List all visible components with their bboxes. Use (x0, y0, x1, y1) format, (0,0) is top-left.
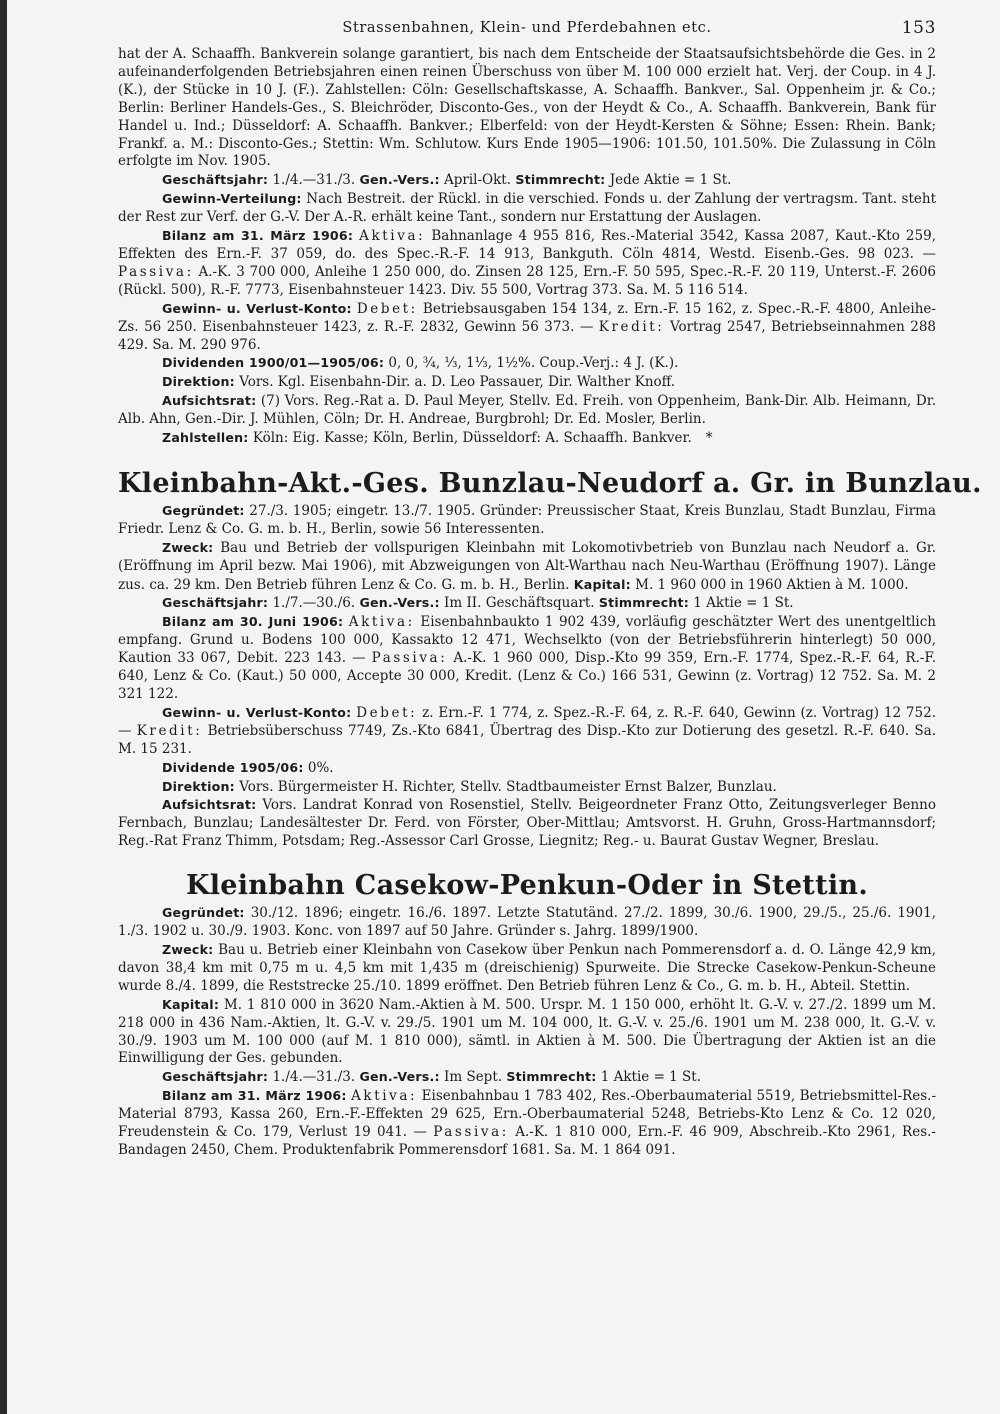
label: Gewinn- u. Verlust-Konto: (162, 300, 352, 316)
label: Dividende 1905/06: (162, 759, 304, 775)
passiva-label: Passiva: (118, 263, 194, 280)
kapital-line (118, 996, 936, 1069)
value: 1 Aktie = 1 St. (693, 595, 794, 612)
label: Stimmrecht: (515, 172, 606, 188)
value: Betriebsausgaben 154 134, z. Ern.-F. 15 162, z. Spec.-R.-F. 4800, Anleihe-Zs. 56 250. Eisenbahnsteuer 1423, z. R.-F. 2832, Gewinn 56 373. — (118, 300, 936, 335)
value: Vortrag 2547, Betriebseinnahmen 288 429. Sa. M. 290 976. (118, 318, 936, 353)
value: April-Okt. (444, 172, 512, 189)
geschaeftsjahr-line (118, 171, 936, 190)
geschaeftsjahr-line (118, 1068, 936, 1087)
label: Stimmrecht: (598, 595, 689, 611)
entry-casekow (118, 870, 936, 1160)
gegruendet-line (118, 904, 936, 941)
direktion-line (118, 373, 936, 392)
label: Stimmrecht: (506, 1069, 597, 1085)
gewinnverteilung-line (118, 190, 936, 227)
debet-label: Debet: (356, 300, 418, 317)
guv-line (118, 704, 936, 759)
value: 0, 0, ¾, ⅓, 1⅓, 1½%. Coup.-Verj.: 4 J. (K.). (388, 355, 679, 372)
bilanz-line (118, 227, 936, 300)
zweck-line (118, 941, 936, 996)
page-number: 153 (901, 18, 936, 38)
value: A.-K. 1 810 000, Ern.-F. 46 909, Abschreib.-Kto 2961, Res.-Bandagen 2450, Chem. Produktenfabrik Pommerensdorf 1681. Sa. M. 1 864 091. (118, 1124, 936, 1158)
zweck-line (118, 539, 936, 595)
label: Direktion: (162, 778, 235, 794)
label: Direktion: (162, 374, 235, 390)
entry-bunzlau (118, 467, 982, 851)
bilanz-line (118, 1087, 936, 1160)
value: Betriebsüberschuss 7749, Zs.-Kto 6841, Übertrag des Disp.-Kto zur Dotierung des gesetzl. R.-F. 640. Sa. M. 15 231. (118, 722, 937, 757)
label: Geschäftsjahr: (162, 172, 269, 188)
label: Gen.-Vers.: (359, 1069, 440, 1085)
label: Gewinn-Verteilung: (162, 191, 302, 207)
scan-page-edge (0, 0, 7, 1414)
value: 1./4.—31./3. (272, 172, 356, 189)
label: Bilanz am 31. März 1906: (162, 228, 354, 244)
value: M. 1 960 000 in 1960 Aktien à M. 1000. (635, 576, 909, 593)
aufsichtsrat-line (118, 392, 936, 429)
entry-title: Kleinbahn Casekow-Penkun-Oder in Stettin. (185, 870, 869, 902)
aktiva-label: Aktiva: (348, 614, 415, 631)
entry-continued (118, 46, 936, 448)
label: Aufsichtsrat: (162, 797, 257, 813)
dividenden-line (118, 354, 936, 373)
passiva-label: Passiva: (433, 1124, 509, 1141)
kredit-label: Kredit: (136, 722, 203, 739)
label: Geschäftsjahr: (162, 595, 269, 611)
debet-label: Debet: (356, 704, 418, 721)
value: Köln: Eig. Kasse; Köln, Berlin, Düsseldorf: A. Schaaffh. Bankver. * (253, 430, 713, 446)
direktion-line (118, 778, 936, 797)
value: A.-K. 3 700 000, Anleihe 1 250 000, do. Zinsen 28 125, Ern.-F. 50 595, Spec.-R.-F. 20 119, Unterst.-F. 2606 (Rückl. 500), R.-F. 7773, Eisenbahnsteuer 1423. Div. 55 500, Vortrag 373. Sa. M. 5 116 514. (118, 263, 937, 298)
value: Eisenbahnbaukto 1 902 439, vorläufig geschätzter Wert des unentgeltlich empfang. Grund u. Bodens 100 000, Kassakto 12 471, Wechselkto (von der Betriebsführerin hinterlegt) 50 000, Kaution 33 067, Debit. 223 143. — (118, 614, 936, 667)
label: Zahlstellen: (162, 430, 249, 446)
passiva-label: Passiva: (371, 650, 448, 667)
dividende-line (118, 759, 936, 778)
label: Bilanz am 31. März 1906: (162, 1088, 347, 1104)
value: Bau und Betrieb der vollspurigen Kleinbahn mit Lokomotivbetrieb von Bunzlau nach Neudorf a. Gr. (Eröffnung im April bezw. Mai 1906), mit Abzweigungen von Alt-Warthau nach Neu-Warthau (Eröffnung 1907). Länge zus. ca. 29 km. Den Betrieb führen Lenz & Co. G. m. b. H., Berlin. (118, 539, 936, 593)
label: Zweck: (162, 539, 214, 555)
value: 27./3. 1905; eingetr. 13./7. 1905. Gründer: Preussischer Staat, Kreis Bunzlau, Stadt Bunzlau, Firma Friedr. Lenz & Co. G. m. b. H., Berlin, sowie 56 Interessenten. (118, 502, 937, 537)
guv-line (118, 300, 936, 355)
value: 30./12. 1896; eingetr. 16./6. 1897. Letzte Statutänd. 27./2. 1899, 30./6. 1900, 29./5., 25./6. 1901, 1./3. 1902 u. 30./9. 1903. Konc. von 1897 auf 50 Jahre. Gründer s. Jahrg. 1899/1900. (118, 905, 936, 940)
value: (7) Vors. Reg.-Rat a. D. Paul Meyer, Stellv. Ed. Freih. von Oppenheim, Bank-Dir. Alb. Heimann, Dr. Alb. Ahn, Gen.-Dir. J. Mühlen, Cöln; Dr. H. Andreae, Burgbrohl; Dr. Ed. Mosler, Berlin. (118, 393, 936, 428)
value: Vors. Kgl. Eisenbahn-Dir. a. D. Leo Passauer, Dir. Walther Knoff. (239, 374, 676, 391)
label: Kapital: (162, 996, 220, 1012)
zahlstellen-line (118, 429, 936, 448)
value: A.-K. 1 960 000, Disp.-Kto 99 359, Ern.-F. 1774, Spez.-R.-F. 64, R.-F. 640, Lenz & Co. (Kaut.) 50 000, Accepte 30 000, Kredit. (Lenz & Co.) 166 531, Gewinn (z. Vortrag) 12 752. Sa. M. 2 321 122. (118, 650, 936, 702)
entry-title: Kleinbahn-Akt.-Ges. Bunzlau-Neudorf a. Gr. in Bunzlau. (118, 467, 982, 499)
label: Gewinn- u. Verlust-Konto: (162, 704, 352, 720)
value: Im Sept. (444, 1069, 503, 1086)
value: 1./4.—31./3. (272, 1069, 356, 1086)
running-title: Strassenbahnen, Klein- und Pferdebahnen etc. (342, 20, 712, 36)
value: Nach Bestreit. der Rückl. in die verschied. Fonds u. der Zahlung der vertragsm. Tant. steht der Rest zur Verf. der G.-V. Der A.-R. erhält keine Tant., sondern nur Erstattung der Auslagen. (118, 191, 936, 226)
value: 1 Aktie = 1 St. (600, 1069, 702, 1086)
value: Vors. Bürgermeister H. Richter, Stellv. Stadtbaumeister Ernst Balzer, Bunzlau. (239, 778, 777, 795)
value: Im II. Geschäftsquart. (444, 595, 595, 612)
label: Gegründet: (162, 502, 245, 518)
label: Aufsichtsrat: (162, 393, 257, 409)
kredit-label: Kredit: (598, 318, 665, 335)
label: Gegründet: (162, 905, 245, 921)
page-header (118, 18, 936, 46)
label: Geschäftsjahr: (162, 1069, 269, 1085)
label: Gen.-Vers.: (359, 595, 440, 611)
label: Bilanz am 30. Juni 1906: (162, 614, 344, 630)
entry-continued-text: hat der A. Schaaffh. Bankverein solange garantiert, bis nach dem Entscheide der Staatsaufsichtsbehörde die Ges. in 2 aufeinanderfolgenden Betriebsjahren einen reinen Überschuss von über M. 100 000 erzielt hat. Verj. der Coup. in 4 J. (K.), der Stücke in 10 J. (F.). Zahlstellen: Cöln: Gesellschaftskasse, A. Schaaffh. Bankver., Sal. Oppenheim jr. & Co.; Berlin: Berliner Handels-Ges., S. Bleichröder, Disconto-Ges., von der Heydt & Co., A. Schaaffh. Bankverein, Bank für Handel u. Ind.; Düsseldorf: A. Schaaffh. Bankver.; Elberfeld: von der Heydt-Kersten & Söhne; Essen: Rhein. Bank; Frankf. a. M.: Disconto-Ges.; Stettin: Wm. Schlutow. Kurs Ende 1905—1906: 101.50, 101.50%. Die Zulassung in Cöln erfolgte im Nov. 1905. (118, 46, 936, 170)
book-page (118, 18, 982, 1160)
label: Zweck: (162, 941, 214, 957)
value: 0%. (307, 759, 334, 776)
label: Dividenden 1900/01—1905/06: (162, 355, 385, 371)
value: Bau u. Betrieb einer Kleinbahn von Casekow über Penkun nach Pommerensdorf a. d. O. Länge 42,9 km, davon 38,4 km mit 0,75 m u. 4,5 km mit 1,435 m (dreischienig) Spurweite. Die Strecke Casekow-Penkun-Scheune wurde 8./4. 1899, die Reststrecke 25./10. 1899 eröffnet. Den Betrieb führen Lenz & Co., G. m. b. H., Abteil. Stettin. (118, 941, 936, 994)
value: Jede Aktie = 1 St. (609, 172, 732, 189)
label: Gen.-Vers.: (359, 172, 440, 188)
bilanz-line (118, 613, 936, 704)
value: M. 1 810 000 in 3620 Nam.-Aktien à M. 500. Urspr. M. 1 150 000, erhöht lt. G.-V. v. 27./2. 1899 um M. 218 000 in 436 Nam.-Aktien, lt. G.-V. v. 29./5. 1901 um M. 104 000, lt. G.-V. v. 25./6. 1901 um M. 238 000, lt. G.-V. v. 30./9. 1903 um M. 100 000 (auf M. 1 810 000), sämtl. in Aktien à M. 500. Die Übertragung der Aktien ist an die Einwilligung der Ges. gebunden. (118, 996, 936, 1067)
value: Eisenbahnbau 1 783 402, Res.-Oberbaumaterial 5519, Betriebsmittel-Res.-Material 8793, Kassa 260, Ern.-F.-Effekten 29 625, Ern.-Oberbaumaterial 5248, Betriebs-Kto Lenz & Co. 12 020, Freudenstein & Co. 179, Verlust 19 041. — (118, 1088, 937, 1141)
aufsichtsrat-line (118, 796, 936, 851)
value: Vors. Landrat Konrad von Rosenstiel, Stellv. Beigeordneter Franz Otto, Zeitungsverleger Benno Fernbach, Bunzlau; Landesältester Dr. Ferd. von Förster, Ober-Mittlau; Amtsvorst. H. Gruhn, Gross-Hartmannsdorf; Reg.-Rat Franz Thimm, Potsdam; Reg.-Assessor Carl Grosse, Liegnitz; Reg.- u. Baurat Gustav Wegner, Breslau. (118, 797, 937, 850)
aktiva-label: Aktiva: (359, 228, 426, 245)
value: z. Ern.-F. 1 774, z. Spez.-R.-F. 64, z. R.-F. 640, Gewinn (z. Vortrag) 12 752. — (118, 704, 936, 739)
label: Kapital: (573, 576, 631, 592)
value: 1./7.—30./6. (272, 595, 356, 612)
gegruendet-line (118, 502, 936, 539)
value: Bahnanlage 4 955 816, Res.-Material 3542, Kassa 2087, Kaut.-Kto 259, Effekten des Ern.-F. 37 059, do. des Spec.-R.-F. 14 913, Bankguth. Cöln 4814, Westd. Eisenb.-Ges. 98 023. — (118, 228, 936, 262)
aktiva-label: Aktiva: (351, 1088, 418, 1105)
geschaeftsjahr-line (118, 594, 936, 613)
